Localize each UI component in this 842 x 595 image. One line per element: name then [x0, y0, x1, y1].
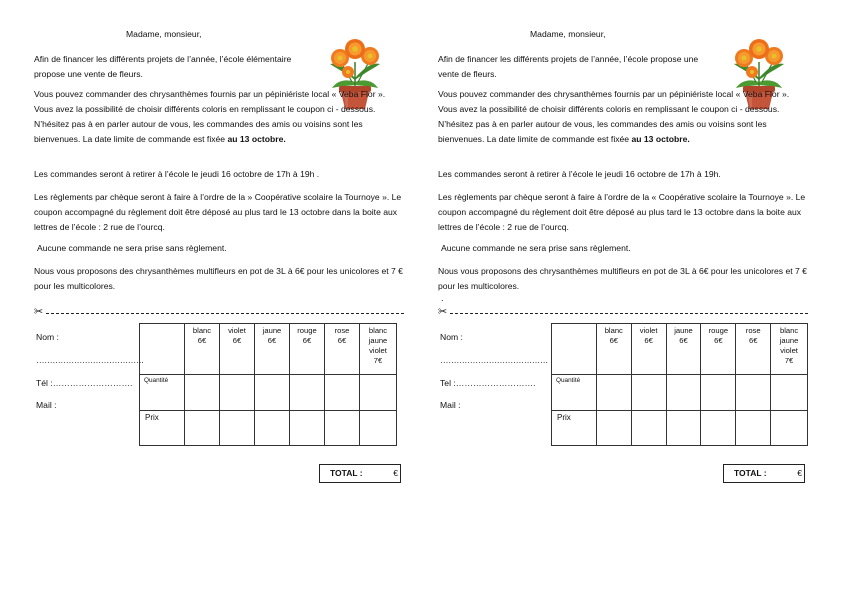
price-cell[interactable]: [736, 411, 771, 446]
quantity-cell[interactable]: [185, 375, 220, 411]
price-label: Prix: [552, 411, 597, 446]
quantity-cell[interactable]: [736, 375, 771, 411]
color-price: 6€: [748, 336, 758, 345]
total-label: TOTAL :: [330, 468, 363, 478]
nom-label: Nom :: [440, 332, 463, 342]
color-name: jaune: [262, 326, 282, 335]
price-cell[interactable]: [360, 411, 397, 446]
letter-right: [438, 0, 808, 595]
no-order-paragraph: Aucune commande ne sera prise sans règlement.: [37, 243, 227, 253]
quantity-label: Quantité: [552, 375, 597, 411]
quantity-cell[interactable]: [596, 375, 631, 411]
no-order-paragraph: Aucune commande ne sera prise sans règlement.: [441, 243, 631, 253]
table-corner: [552, 324, 597, 375]
price-label: Prix: [140, 411, 185, 446]
cut-line: [34, 307, 404, 319]
color-name: blanc: [604, 326, 623, 335]
cut-line: [438, 307, 808, 319]
total-box[interactable]: [723, 464, 805, 483]
col-header-rouge: [701, 324, 736, 375]
mail-field: Mail :: [440, 400, 461, 410]
quantity-cell[interactable]: [360, 375, 397, 411]
col-header-blanc: [185, 324, 220, 375]
quantity-cell[interactable]: [290, 375, 325, 411]
col-header-blanc: [596, 324, 631, 375]
intro-paragraph: Afin de financer les différents projets de l’année, l’école propose une vente de fleurs.: [438, 54, 699, 79]
color-name: blanc: [192, 326, 212, 335]
nom-field[interactable]: ………………………………….: [36, 355, 144, 365]
col-header-violet: [220, 324, 255, 375]
quantity-cell[interactable]: [255, 375, 290, 411]
order-paragraph: [34, 87, 404, 147]
pickup-paragraph: Les commandes seront à retirer à l’école le jeudi 16 octobre de 17h à 19h .: [34, 169, 320, 179]
color-price: 6€: [232, 336, 242, 345]
color-price: 7€: [784, 356, 794, 365]
price-cell[interactable]: [701, 411, 736, 446]
total-currency: €: [797, 468, 802, 478]
total-box[interactable]: [319, 464, 401, 483]
color-name: violet: [639, 326, 658, 335]
col-header-violet: [631, 324, 666, 375]
deadline-date: au 13 octobre.: [631, 134, 690, 144]
price-cell[interactable]: [220, 411, 255, 446]
quantity-cell[interactable]: [325, 375, 360, 411]
color-name: rose: [745, 326, 761, 335]
color-name: jaune: [674, 326, 693, 335]
col-header-rose: [736, 324, 771, 375]
price-cell[interactable]: [255, 411, 290, 446]
color-name: blanc jaune violet: [779, 326, 799, 355]
price-cell[interactable]: [631, 411, 666, 446]
price-cell[interactable]: [185, 411, 220, 446]
price-cell[interactable]: [596, 411, 631, 446]
scissors-icon: ✂: [438, 306, 448, 318]
quantity-cell[interactable]: [631, 375, 666, 411]
tel-field[interactable]: Tél :……………………….: [36, 378, 133, 388]
letter-left: [34, 0, 414, 595]
order-table: [551, 323, 808, 446]
color-name: rouge: [708, 326, 729, 335]
col-header-rose: [325, 324, 360, 375]
intro-paragraph: Afin de financer les différents projets de l’année, l’école élémentaire propose une vente de fleurs.: [34, 54, 292, 79]
quantity-label: Quantité: [140, 375, 185, 411]
col-header-multicolor: [771, 324, 808, 375]
pickup-paragraph: Les commandes seront à retirer à l’école le jeudi 16 octobre de 17h à 19h.: [438, 169, 721, 179]
price-cell[interactable]: [771, 411, 808, 446]
color-price: 6€: [267, 336, 277, 345]
payment-paragraph: Les règlements par chèque seront à faire à l’ordre de la « Coopérative scolaire la Tournoye ». Le coupon accompagné du règlement doit être déposé au plus tard le 13 octobre dans la boite aux lettres de l’école : 2 rue de l’ourcq.: [438, 192, 806, 232]
salutation: Madame, monsieur,: [126, 29, 202, 39]
color-price: 6€: [302, 336, 312, 345]
tel-field[interactable]: Tel :……………………….: [440, 378, 536, 388]
quantity-cell[interactable]: [701, 375, 736, 411]
salutation: Madame, monsieur,: [530, 29, 606, 39]
color-price: 7€: [373, 356, 383, 365]
table-corner: [140, 324, 185, 375]
color-price: 6€: [197, 336, 207, 345]
col-header-multicolor: [360, 324, 397, 375]
total-currency: €: [393, 468, 398, 478]
col-header-jaune: [255, 324, 290, 375]
quantity-cell[interactable]: [666, 375, 701, 411]
order-text: Vous pouvez commander des chrysanthèmes fournis par un pépiniériste local « Veba Flor ». Vous avez la possibilité de choisir différents coloris en remplissant le coupon ci - dessous. N’hésitez pas à en parler autour de vous, les commandes des amis ou voisins sont les bienvenues. La date limite de commande est fixée: [34, 89, 386, 144]
dashed-divider: [450, 313, 808, 314]
col-header-rouge: [290, 324, 325, 375]
quantity-cell[interactable]: [771, 375, 808, 411]
col-header-jaune: [666, 324, 701, 375]
color-name: blanc jaune violet: [368, 326, 388, 355]
color-name: rouge: [297, 326, 317, 335]
nom-field[interactable]: ………………………………….: [440, 355, 548, 365]
color-price: 6€: [679, 336, 688, 345]
price-cell[interactable]: [666, 411, 701, 446]
color-name: violet: [228, 326, 246, 335]
dashed-divider: [46, 313, 404, 314]
order-table: [139, 323, 397, 446]
color-price: 6€: [644, 336, 653, 345]
color-price: 6€: [337, 336, 347, 345]
quantity-cell[interactable]: [220, 375, 255, 411]
deadline-date: au 13 octobre.: [227, 134, 286, 144]
color-name: rose: [334, 326, 350, 335]
color-price: 6€: [609, 336, 619, 345]
total-label: TOTAL :: [734, 468, 767, 478]
order-paragraph: [438, 87, 808, 147]
mail-field[interactable]: Mail :: [36, 400, 57, 410]
offer-paragraph: Nous vous proposons des chrysanthèmes multifleurs en pot de 3L à 6€ pour les unicolores et 7 € pour les multicolores.: [34, 266, 403, 291]
color-price: 6€: [714, 336, 723, 345]
price-cell[interactable]: [290, 411, 325, 446]
price-cell[interactable]: [325, 411, 360, 446]
stray-dot: .: [441, 293, 444, 303]
offer-paragraph: Nous vous proposons des chrysanthèmes multifleurs en pot de 3L à 6€ pour les unicolores et 7 € pour les multicolores.: [438, 266, 807, 291]
order-text: Vous pouvez commander des chrysanthèmes fournis par un pépiniériste local « Veba Flor ». Vous avez la possibilité de choisir différents coloris en remplissant le coupon ci - dessous. N’hésitez pas à en parler autour de vous, les commandes des amis ou voisins sont les bienvenues. La date limite de commande est fixée: [438, 89, 790, 144]
payment-paragraph: Les règlements par chèque seront à faire à l’ordre de la » Coopérative scolaire la Tournoye ». Le coupon accompagné du règlement doit être déposé au plus tard le 13 octobre dans la boite aux lettres de l’école : 2 rue de l’ourcq.: [34, 192, 402, 232]
scissors-icon: ✂: [34, 306, 44, 318]
nom-label: Nom :: [36, 332, 59, 342]
